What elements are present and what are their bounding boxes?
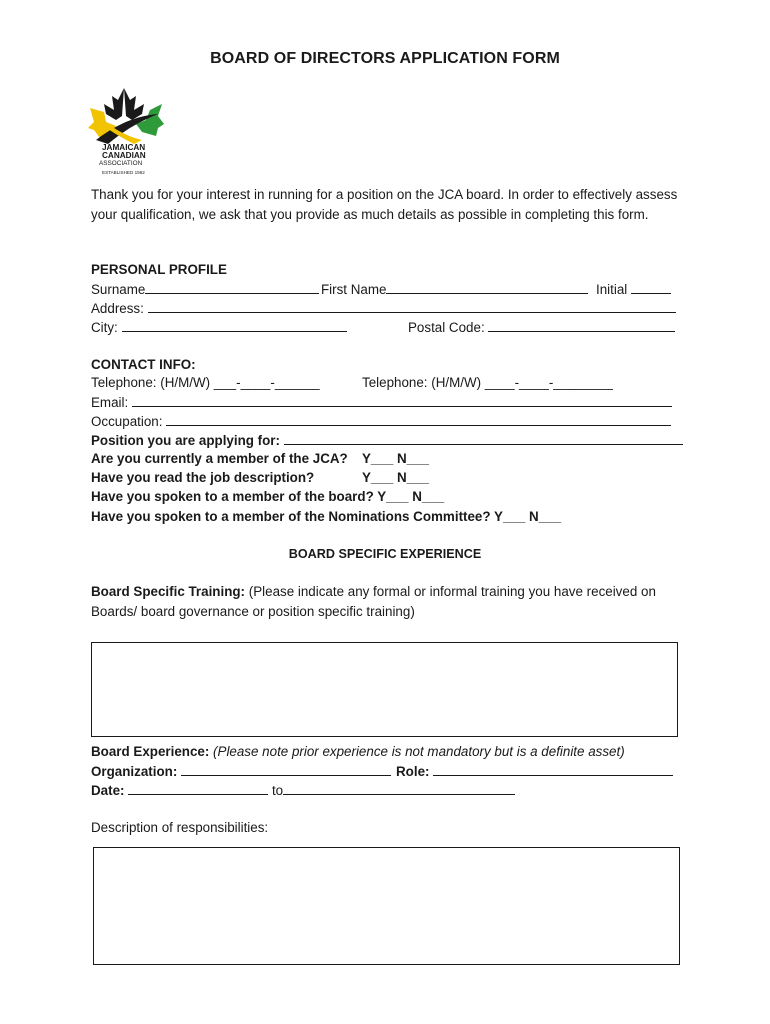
initial-row bbox=[596, 280, 671, 299]
surname-label: Surname bbox=[91, 282, 146, 297]
date-label: Date: bbox=[91, 783, 125, 798]
city-label: City: bbox=[91, 320, 118, 335]
first-name-row bbox=[321, 280, 588, 299]
question-member-yn[interactable]: Y___ N___ bbox=[362, 451, 430, 466]
logo-text-line2: CANADIAN bbox=[102, 151, 146, 160]
role-label: Role: bbox=[396, 764, 430, 779]
maple-leaf-logo-icon bbox=[86, 86, 166, 178]
question-job-description: Have you read the job description? bbox=[91, 470, 315, 485]
form-title: BOARD OF DIRECTORS APPLICATION FORM bbox=[210, 50, 560, 67]
organization-label: Organization: bbox=[91, 764, 178, 779]
initial-field[interactable] bbox=[631, 280, 671, 294]
email-row bbox=[91, 393, 672, 412]
logo-text-line1: JAMAICAN bbox=[102, 143, 146, 152]
board-experience-label: Board Experience: bbox=[91, 744, 210, 759]
board-training-paragraph bbox=[91, 582, 691, 621]
role-row bbox=[396, 762, 673, 781]
city-row bbox=[91, 318, 347, 337]
first-name-label: First Name bbox=[321, 282, 387, 297]
email-label: Email: bbox=[91, 395, 129, 410]
date-to-label: to bbox=[271, 783, 284, 798]
surname-row bbox=[91, 280, 319, 299]
surname-field[interactable] bbox=[145, 280, 319, 294]
postal-code-label: Postal Code: bbox=[408, 320, 485, 335]
first-name-field[interactable] bbox=[386, 280, 588, 294]
board-experience-note: (Please note prior experience is not mandatory but is a definite asset) bbox=[209, 744, 625, 759]
date-to-field[interactable] bbox=[283, 781, 515, 795]
position-row bbox=[91, 431, 683, 450]
address-row bbox=[91, 299, 676, 318]
organization-field[interactable] bbox=[181, 762, 391, 776]
board-experience-row bbox=[91, 743, 625, 761]
date-row bbox=[91, 781, 515, 800]
description-label: Description of responsibilities: bbox=[91, 820, 269, 835]
jca-logo bbox=[86, 86, 166, 178]
logo-established: ESTABLISHED 1962 bbox=[102, 170, 145, 175]
position-label: Position you are applying for: bbox=[91, 433, 280, 448]
intro-paragraph: Thank you for your interest in running for a position on the JCA board. In order to effectively assess your qualification, we ask that you provide as much details as possible in completing this form. bbox=[91, 187, 678, 222]
board-training-label: Board Specific Training: bbox=[91, 584, 246, 599]
occupation-field[interactable] bbox=[166, 412, 671, 426]
telephone-2[interactable]: Telephone: (H/M/W) ____-____-________ bbox=[362, 375, 613, 390]
address-label: Address: bbox=[91, 301, 144, 316]
board-training-text: (Please indicate any formal or informal training you have received on Boards/ board governance or position specific training) bbox=[91, 584, 656, 619]
organization-row bbox=[91, 762, 391, 781]
address-field[interactable] bbox=[148, 299, 676, 313]
personal-profile-heading: PERSONAL PROFILE bbox=[91, 262, 227, 277]
email-field[interactable] bbox=[132, 393, 672, 407]
occupation-row bbox=[91, 412, 671, 431]
telephone-1[interactable]: Telephone: (H/M/W) ___-____-______ bbox=[91, 375, 320, 390]
initial-label: Initial bbox=[596, 282, 628, 297]
board-experience-heading: BOARD SPECIFIC EXPERIENCE bbox=[288, 547, 482, 561]
date-from-field[interactable] bbox=[128, 781, 268, 795]
question-nominations[interactable]: Have you spoken to a member of the Nominations Committee? Y___ N___ bbox=[91, 509, 562, 524]
question-member: Are you currently a member of the JCA? bbox=[91, 451, 348, 466]
board-training-textarea[interactable] bbox=[91, 642, 678, 737]
contact-info-heading: CONTACT INFO: bbox=[91, 357, 196, 372]
description-textarea[interactable] bbox=[93, 847, 680, 965]
postal-code-field[interactable] bbox=[488, 318, 675, 332]
city-field[interactable] bbox=[122, 318, 347, 332]
logo-text-line3: ASSOCIATION bbox=[99, 160, 143, 167]
role-field[interactable] bbox=[433, 762, 673, 776]
postal-row bbox=[408, 318, 675, 337]
occupation-label: Occupation: bbox=[91, 414, 163, 429]
question-board-member[interactable]: Have you spoken to a member of the board? Y___ N___ bbox=[91, 489, 445, 504]
question-job-description-yn[interactable]: Y___ N___ bbox=[362, 470, 430, 485]
position-field[interactable] bbox=[284, 431, 683, 445]
